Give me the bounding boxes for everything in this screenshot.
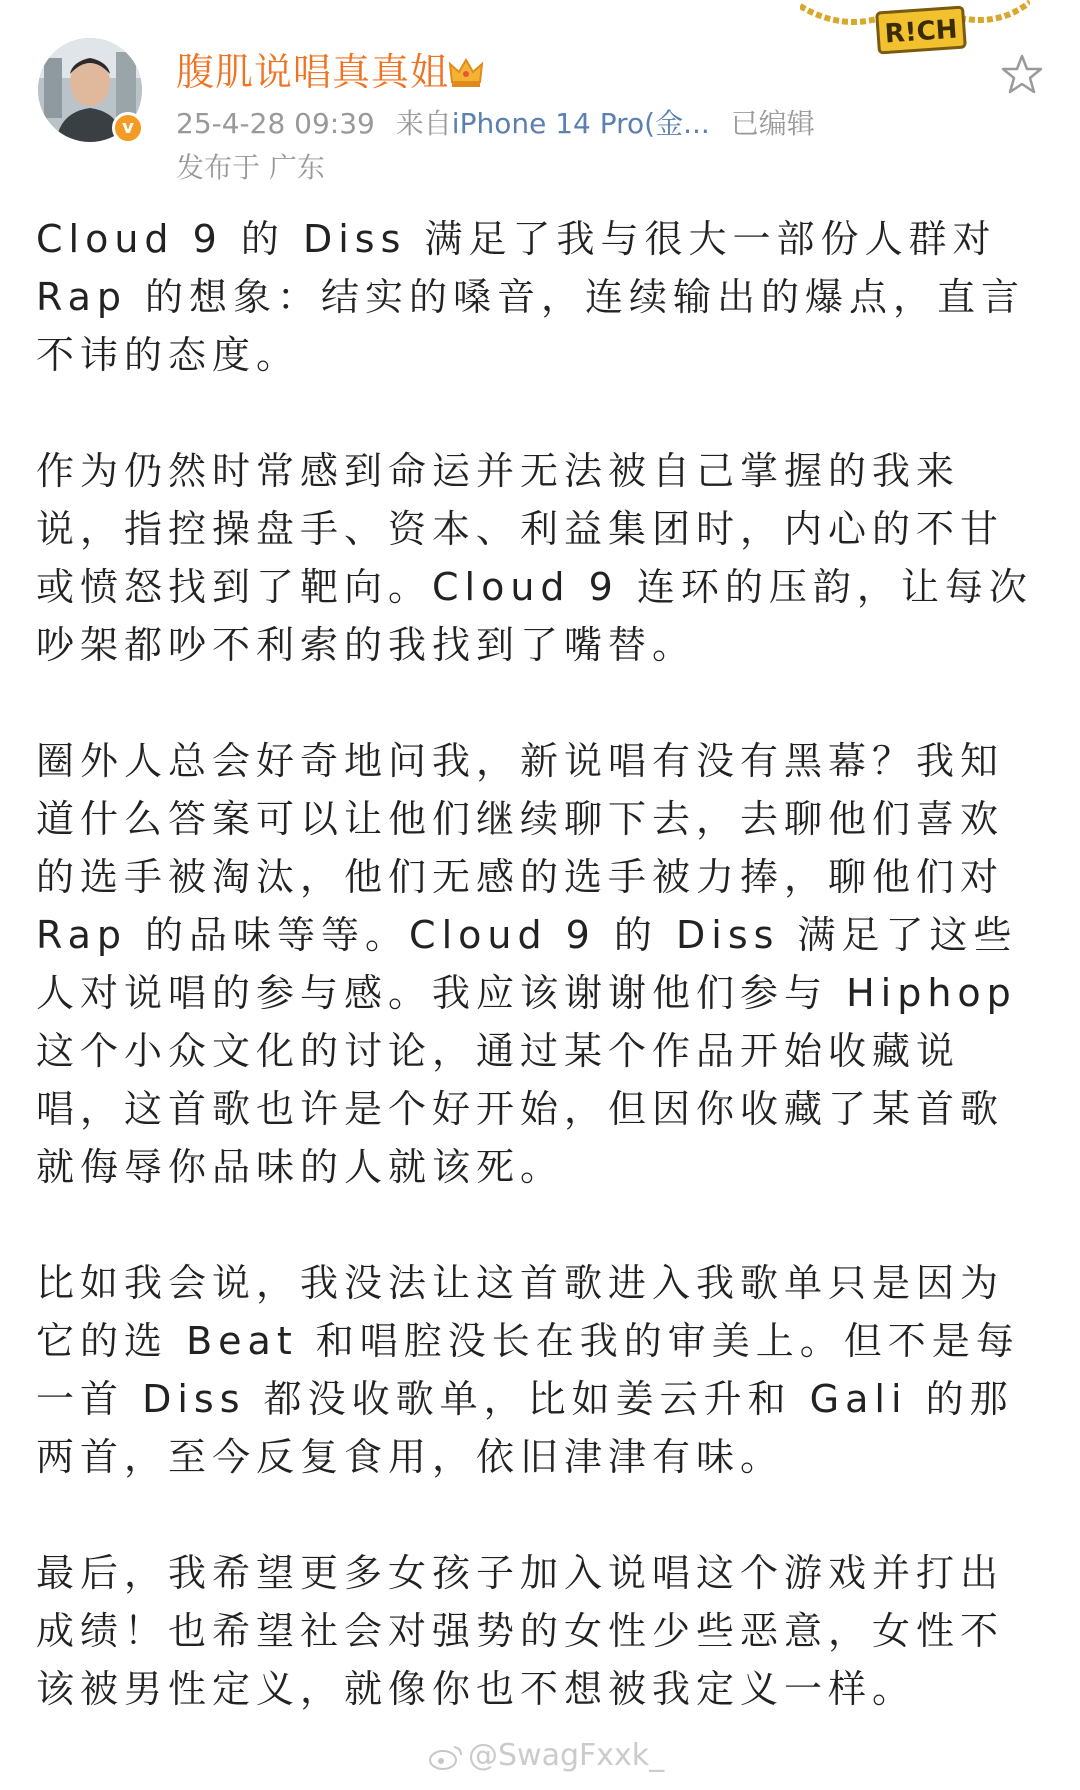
- watermark-text: @SwagFxxk_: [468, 1738, 665, 1773]
- post-location: 发布于 广东: [176, 151, 325, 184]
- post-paragraph: 圈外人总会好奇地问我，新说唱有没有黑幕？我知道什么答案可以让他们继续聊下去，去聊他们喜欢的选手被淘汰，他们无感的选手被力捧，聊他们对 Rap 的品味等等。Cloud 9 的 Diss 满足了这些人对说唱的参与感。我应该谢谢他们参与 Hiphop 这个小众文化的讨论，通过某个作品开始收藏说唱，这首歌也许是个好开始，但因你收藏了某首歌就侮辱你品味的人就该死。: [36, 739, 1018, 1189]
- star-icon[interactable]: [1000, 52, 1044, 96]
- watermark: [428, 1736, 664, 1776]
- post-body: [36, 210, 1046, 1776]
- rich-chain-decoration: [800, 0, 1030, 70]
- author-name[interactable]: 腹肌说唱真真姐: [176, 50, 450, 94]
- post-paragraph: 作为仍然时常感到命运并无法被自己掌握的我来说，指控操盘手、资本、利益集团时，内心的不甘或愤怒找到了靶向。Cloud 9 连环的压韵，让每次吵架都吵不利索的我找到了嘴替。: [36, 449, 1033, 667]
- verified-badge-icon: v: [112, 112, 144, 144]
- post-paragraph: 比如我会说，我没法让这首歌进入我歌单只是因为它的选 Beat 和唱腔没长在我的审美上。但不是每一首 Diss 都没收歌单，比如姜云升和 Gali 的那两首，至今反复食用，依旧津津有味。: [36, 1261, 1020, 1479]
- post-header: [0, 0, 1080, 190]
- rich-chain-text: R!CH: [883, 14, 959, 50]
- crown-icon: [446, 52, 486, 92]
- post-paragraph: Cloud 9 的 Diss 满足了我与很大一部份人群对 Rap 的想象：结实的嗓音，连续输出的爆点，直言不讳的态度。: [36, 217, 1026, 377]
- weibo-logo-icon: [428, 1743, 464, 1771]
- source-device-link[interactable]: iPhone 14 Pro(金...: [451, 107, 710, 140]
- post-paragraph: 最后，我希望更多女孩子加入说唱这个游戏并打出成绩！也希望社会对强势的女性少些恶意，女性不该被男性定义，就像你也不想被我定义一样。: [36, 1551, 1005, 1711]
- post-meta: [176, 104, 815, 144]
- edited-label[interactable]: 已编辑: [730, 107, 815, 140]
- post-datetime: 25-4-28 09:39: [176, 107, 375, 140]
- source-prefix: 来自: [395, 107, 452, 140]
